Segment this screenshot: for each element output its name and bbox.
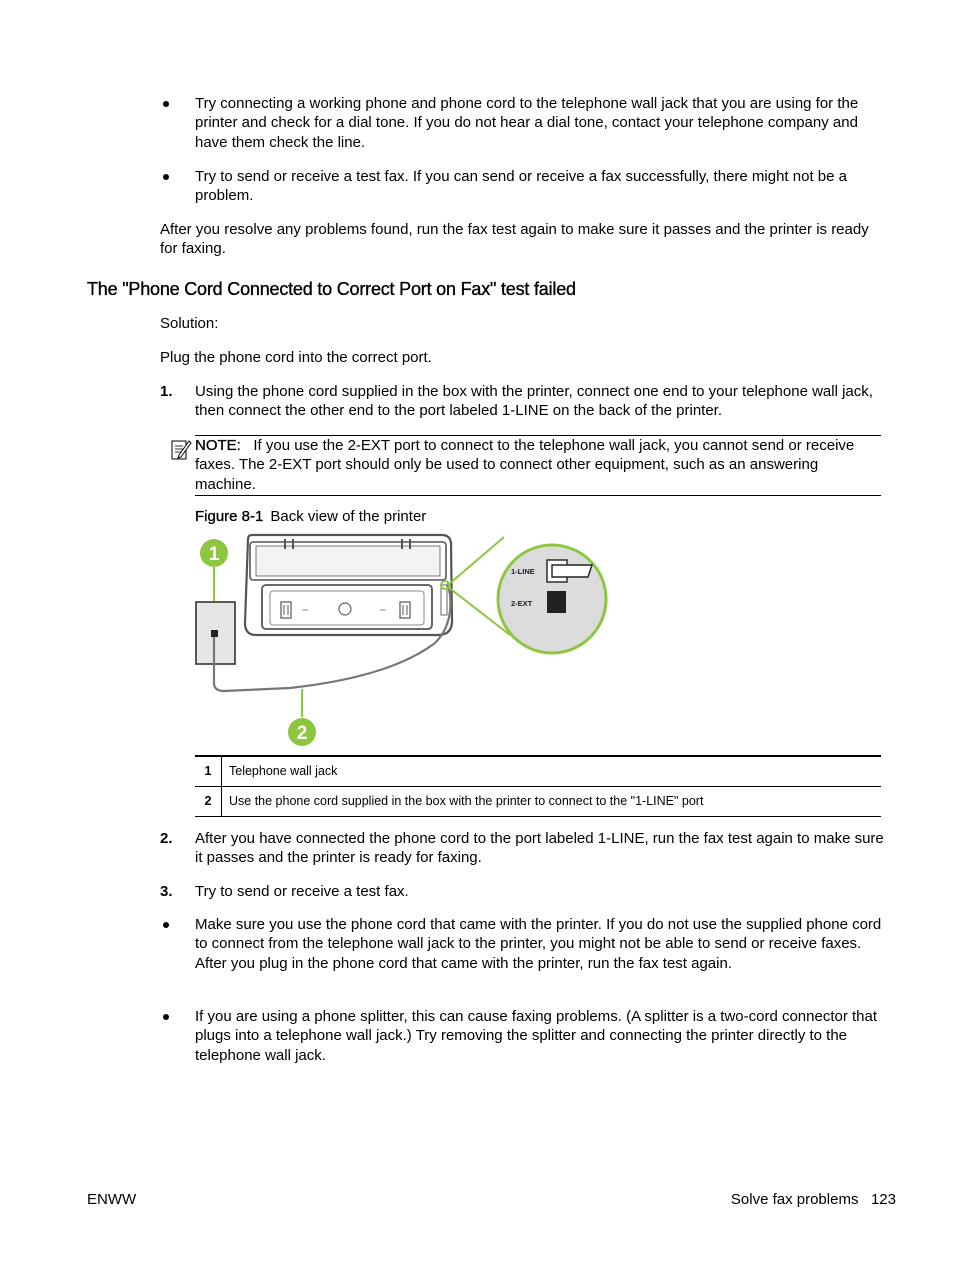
bullet-marker: [163, 101, 169, 107]
callout-1-number: 1: [208, 544, 220, 565]
legend-description: Telephone wall jack: [222, 756, 882, 787]
legend-key: 1: [195, 756, 222, 787]
step-number: 3.: [160, 883, 173, 900]
step-text: Using the phone cord supplied in the box with the printer, connect one end to your telephone wall jack, then connect the other end to the port labeled 1-LINE on the back of the printer.: [195, 383, 873, 420]
section-heading: The "Phone Cord Connected to Correct Port on Fax" test failed: [87, 279, 576, 299]
bullet-text-test-fax: Try to send or receive a test fax. If you can send or receive a fax successfully, there might not be a problem.: [195, 168, 847, 205]
bullet-marker: [163, 1014, 169, 1020]
bullet-marker: [163, 174, 169, 180]
after-resolve-paragraph: After you resolve any problems found, run the fax test again to make sure it passes and the printer is ready for faxing.: [160, 221, 869, 258]
table-row: [195, 787, 881, 817]
wall-jack-illustration: [196, 602, 235, 664]
callout-2-badge: [288, 689, 316, 746]
figure-label: Figure 8-1: [195, 508, 264, 525]
footer-right: [731, 1190, 896, 1209]
step-text: Try to send or receive a test fax.: [195, 883, 409, 900]
note-icon: [170, 438, 192, 462]
port-zoom-callout: [498, 545, 606, 653]
solution-text: Plug the phone cord into the correct port.: [160, 349, 432, 366]
step-text: After you have connected the phone cord to the port labeled 1-LINE, run the fax test again to make sure it passes and the printer is ready for faxing.: [195, 830, 884, 867]
bullet-marker: [163, 922, 169, 928]
callout-1-badge: [200, 539, 228, 601]
note-box: [195, 435, 881, 496]
bullet-text-splitter: If you are using a phone splitter, this can cause faxing problems. (A splitter is a two-cord connector that plugs into a telephone wall jack.) Try removing the splitter and connecting the printer directly to the telephone wall jack.: [195, 1008, 878, 1064]
port-label-2-ext: 2-EXT: [511, 599, 533, 608]
figure-caption: [195, 507, 426, 526]
footer-section-title: Solve fax problems: [730, 1191, 859, 1208]
figure-caption-text: Back view of the printer: [270, 508, 427, 525]
step-number: 1.: [160, 383, 173, 400]
figure-legend-table: [195, 755, 881, 817]
solution-label: Solution:: [160, 315, 219, 332]
note-label: NOTE:: [195, 437, 241, 454]
note-text: If you use the 2-EXT port to connect to the telephone wall jack, you cannot send or receive faxes. The 2-EXT port should only be used to connect other equipment, such as an answering machine.: [195, 437, 855, 493]
bullet-text-dial-tone: Try connecting a working phone and phone cord to the telephone wall jack that you are using for the printer and check for a dial tone. If you do not hear a dial tone, contact your telephone company and have them check the line.: [195, 95, 859, 151]
table-row: [195, 756, 881, 787]
legend-key: 2: [195, 787, 222, 817]
printer-illustration: [245, 535, 452, 635]
bullet-text-supplied-cord: Make sure you use the phone cord that came with the printer. If you do not use the supplied phone cord to connect from the telephone wall jack to the printer, you might not be able to send or receive faxes. After you plug in the phone cord that came with the printer, run the fax test again.: [195, 916, 882, 972]
step-number: 2.: [160, 830, 173, 847]
page-number: 123: [870, 1191, 896, 1208]
callout-2-number: 2: [296, 723, 308, 744]
printer-back-view-figure: [190, 525, 615, 750]
port-label-1-line: 1-LINE: [511, 567, 535, 576]
footer-left-label: ENWW: [87, 1191, 137, 1208]
legend-description: Use the phone cord supplied in the box with the printer to connect to the "1-LINE" port: [222, 787, 882, 817]
